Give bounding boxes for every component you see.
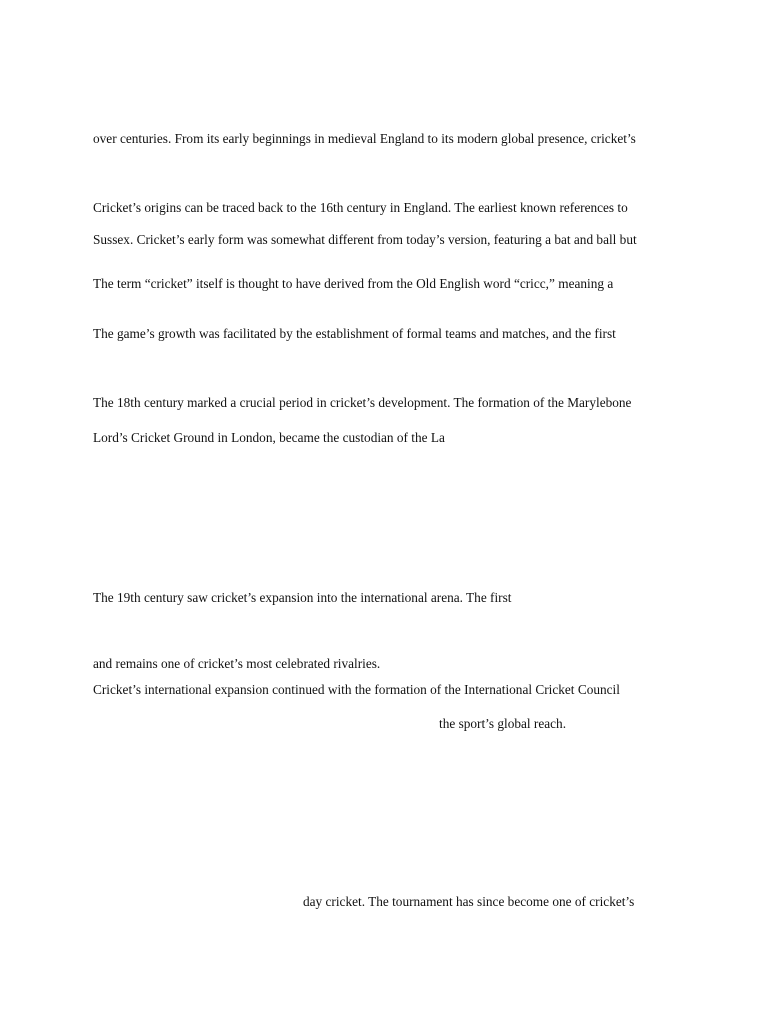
text-line: and remains one of cricket’s most celebrated rivalries. <box>93 656 381 671</box>
text-line: Cricket’s origins can be traced back to the 16th century in England. The earliest known references to <box>93 200 628 215</box>
text-line: The term “cricket” itself is thought to have derived from the Old English word “cricc,” meaning a <box>93 276 614 291</box>
text-line: the sport’s global reach. <box>439 716 567 731</box>
text-line: over centuries. From its early beginnings in medieval England to its modern global presence, cricket’s <box>93 131 636 146</box>
text-line: Sussex. Cricket’s early form was somewhat different from today’s version, featuring a bat and ball but <box>93 232 637 247</box>
text-line: day cricket. The tournament has since become one of cricket’s <box>303 894 635 909</box>
text-line: The 18th century marked a crucial period in cricket’s development. The formation of the Marylebone <box>93 395 632 410</box>
text-line: Cricket’s international expansion continued with the formation of the International Cricket Council <box>93 682 620 697</box>
text-line: The 19th century saw cricket’s expansion into the international arena. The first <box>93 590 512 605</box>
text-line: Lord’s Cricket Ground in London, became the custodian of the La <box>93 430 445 445</box>
text-line: The game’s growth was facilitated by the establishment of formal teams and matches, and the first <box>93 326 616 341</box>
